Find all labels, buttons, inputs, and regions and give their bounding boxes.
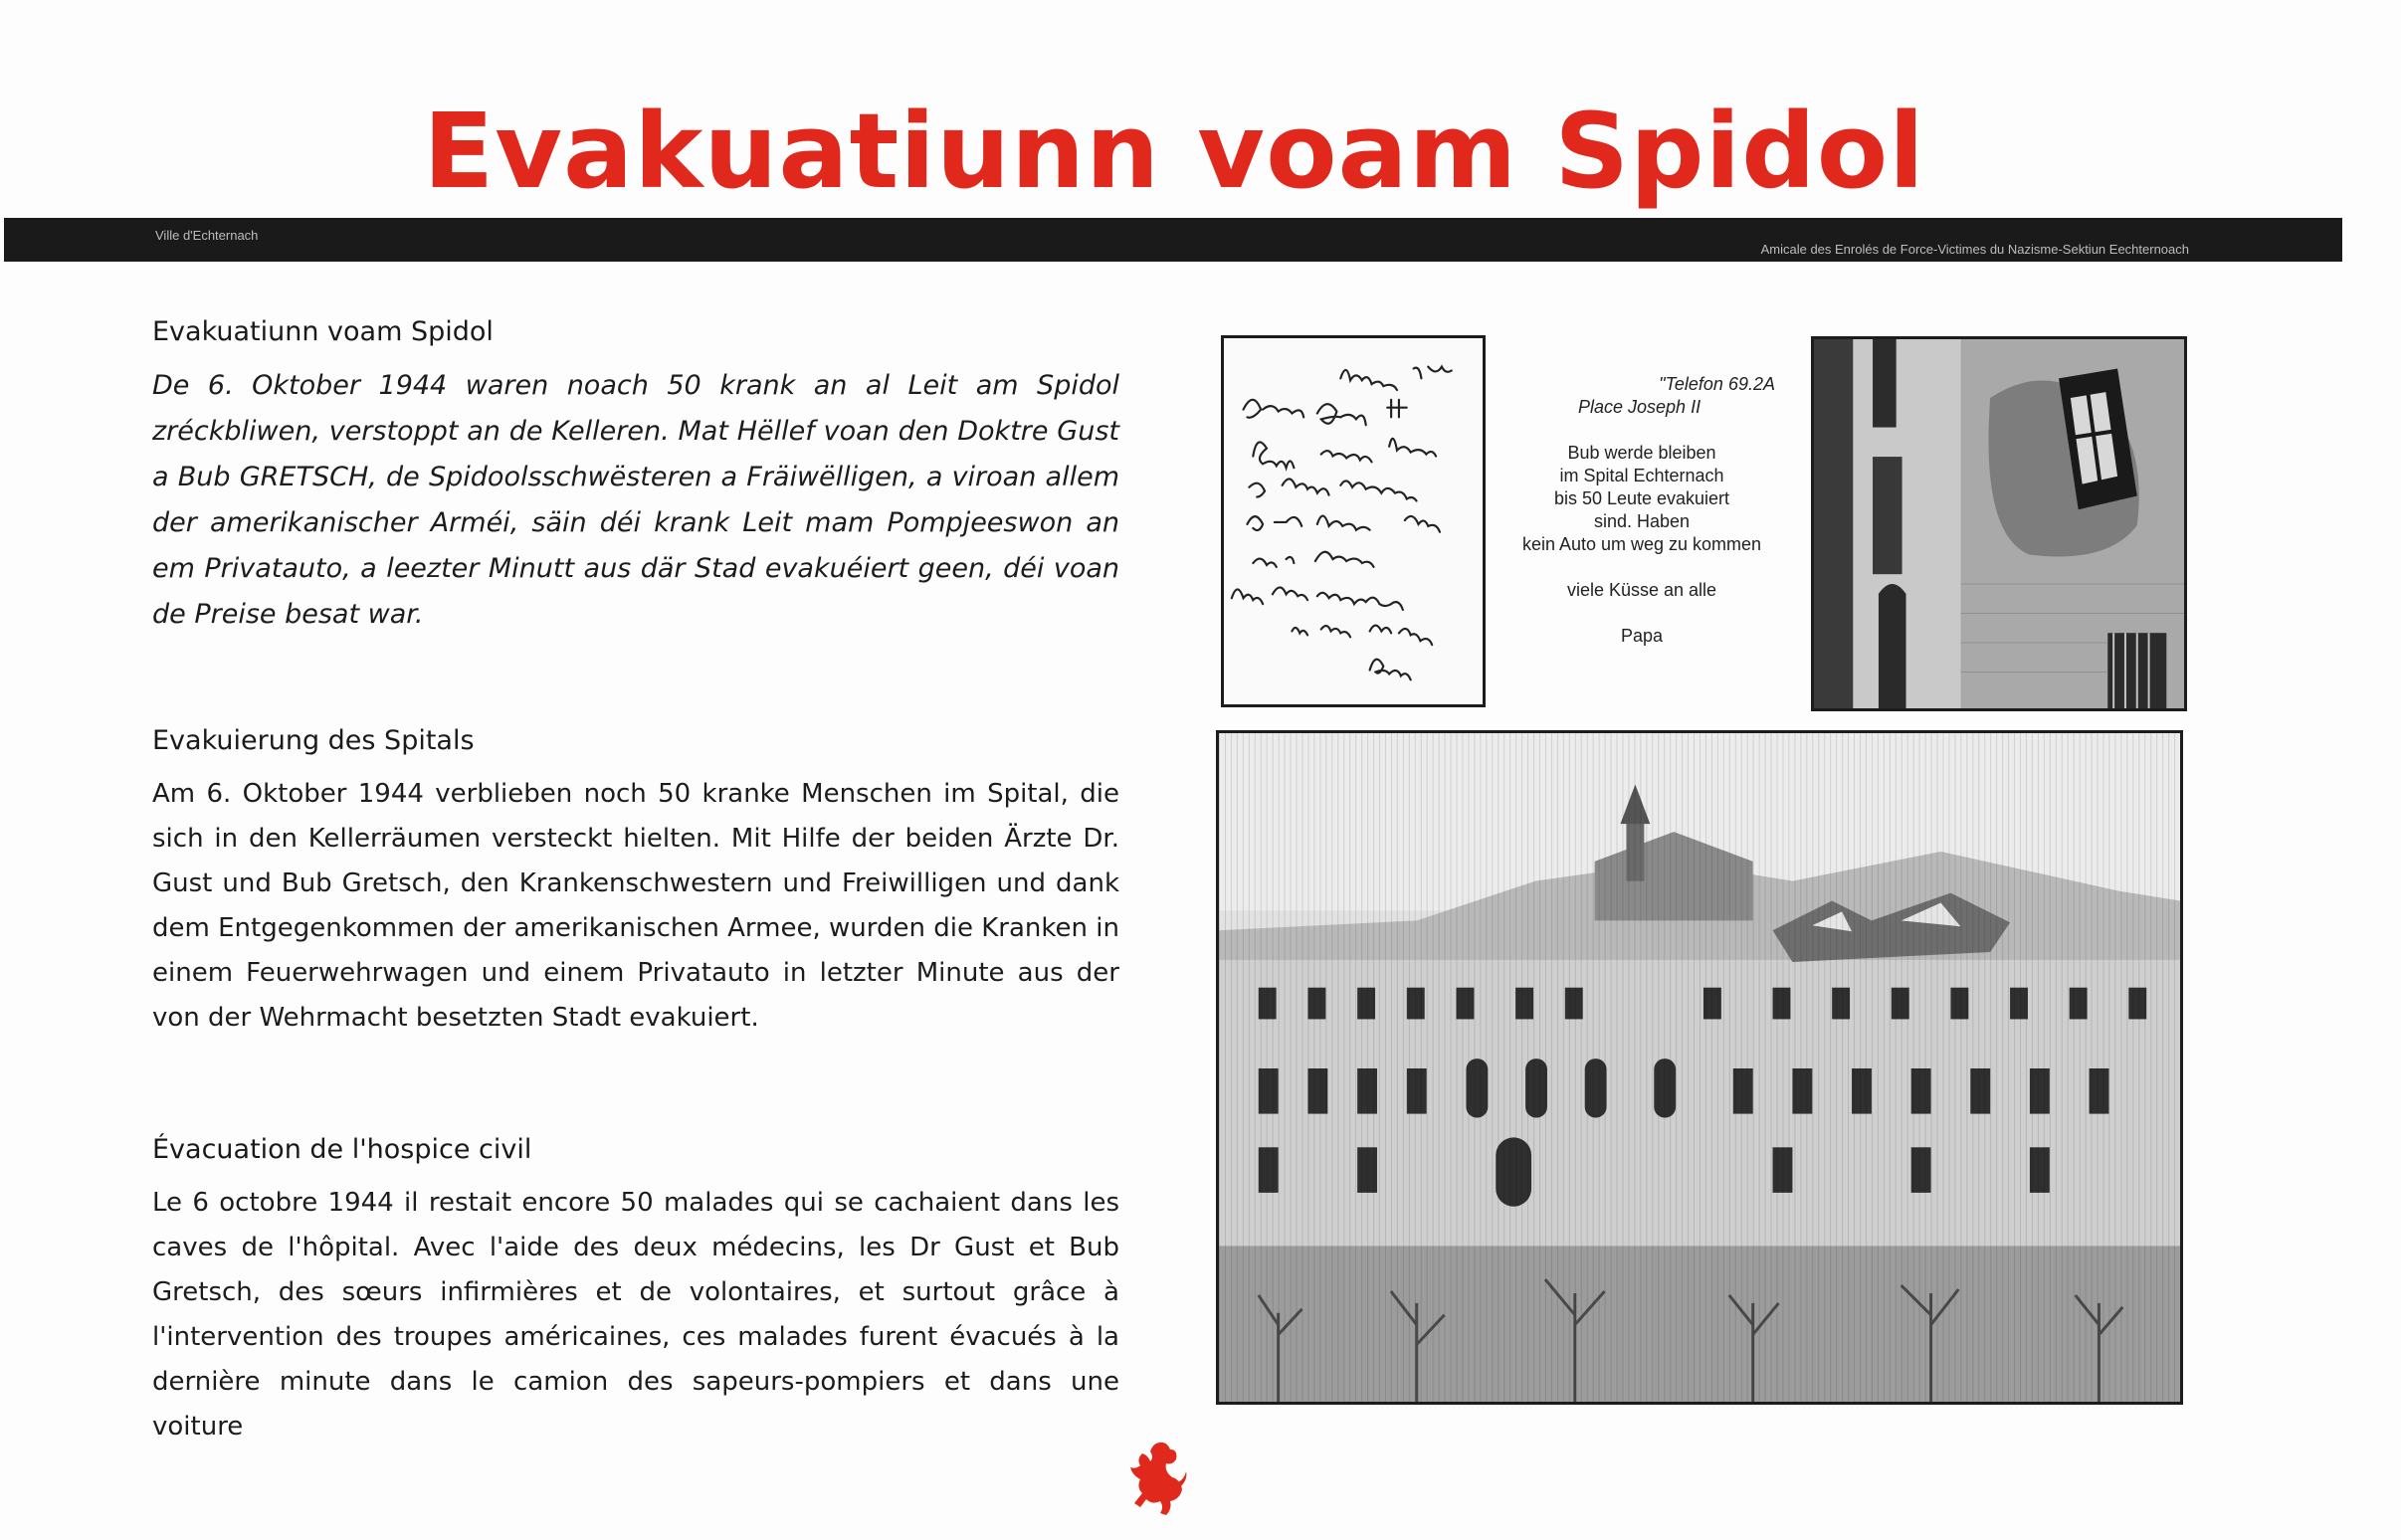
- section-heading: Evakuatiunn voam Spidol: [152, 316, 494, 347]
- band-left-label: Ville d'Echternach: [155, 228, 259, 243]
- transcript-line: viele Küsse an alle: [1566, 580, 1717, 600]
- section-text: De 6. Oktober 1944 waren noach 50 krank an al Leit am Spidol zréckbliwen, verstoppt an de Kelleren. Mat Hëllef voan den Doktre Gust a Bub GRETSCH, de Spidoolsschwësteren a Fräiwëlligen, a viroan allem der amerikanischer Arméi, säin déi krank Leit mam Pompjeeswon an em Privatauto, a leezter Minutt aus där Stad evakuéiert geen, déi voan de Preise besat war.: [152, 370, 1119, 630]
- section-text: Le 6 octobre 1944 il restait encore 50 malades qui se cachaient dans les caves de l'hôpital. Avec l'aide des deux médecins, les Dr Gust et Bub Gretsch, des sœurs infirmières et de volontaires, et surtout grâce à l'intervention des troupes américaines, ces malades furent évacués à la dernière minute dans le camion des sapeurs-pompiers et dans une voiture: [152, 1188, 1119, 1442]
- transcript-line: bis 50 Leute evakuiert: [1553, 488, 1730, 508]
- handwritten-note-image: [1221, 335, 1486, 707]
- transcript-line: Bub werde bleiben: [1567, 443, 1716, 463]
- header-band: [4, 218, 2342, 262]
- section-text: Am 6. Oktober 1944 verblieben noch 50 kranke Menschen im Spital, die sich in den Kellerräumen versteckt hielten. Mit Hilfe der beiden Ärzte Dr. Gust und Bub Gretsch, den Krankenschwestern und Freiwilligen und dank dem Entgegenkommen der amerikanischen Armee, wurden die Kranken in einem Feuerwehrwagen und einem Privatauto in letzter Minute aus der von der Wehrmacht besetzten Stadt evakuiert.: [152, 779, 1119, 1033]
- section-french: [152, 1134, 1119, 1449]
- transcript-line: Papa: [1620, 626, 1664, 646]
- transcript-line: sind. Haben: [1593, 511, 1691, 531]
- transcript-line: Place Joseph II: [1578, 397, 1701, 417]
- section-heading: Evakuierung des Spitals: [152, 725, 475, 756]
- section-luxembourgish: [152, 316, 1119, 638]
- page-title: Evakuatiunn voam Spidol: [423, 91, 1925, 212]
- section-heading: Évacuation de l'hospice civil: [152, 1134, 532, 1165]
- band-right-label: Amicale des Enrolés de Force-Victimes du Nazisme-Sektiun Eechternoach: [1760, 242, 2189, 257]
- transcript-line: "Telefon 69.2A: [1659, 374, 1775, 394]
- section-german: [152, 725, 1119, 1041]
- transcript-line: im Spital Echternach: [1559, 466, 1724, 485]
- note-transcript: [1502, 373, 1781, 648]
- damaged-hospital-photo: [1216, 730, 2183, 1405]
- transcript-line: kein Auto um weg zu kommen: [1521, 534, 1762, 554]
- red-lion-icon: [1126, 1438, 1190, 1517]
- damaged-wall-photo: [1811, 336, 2187, 711]
